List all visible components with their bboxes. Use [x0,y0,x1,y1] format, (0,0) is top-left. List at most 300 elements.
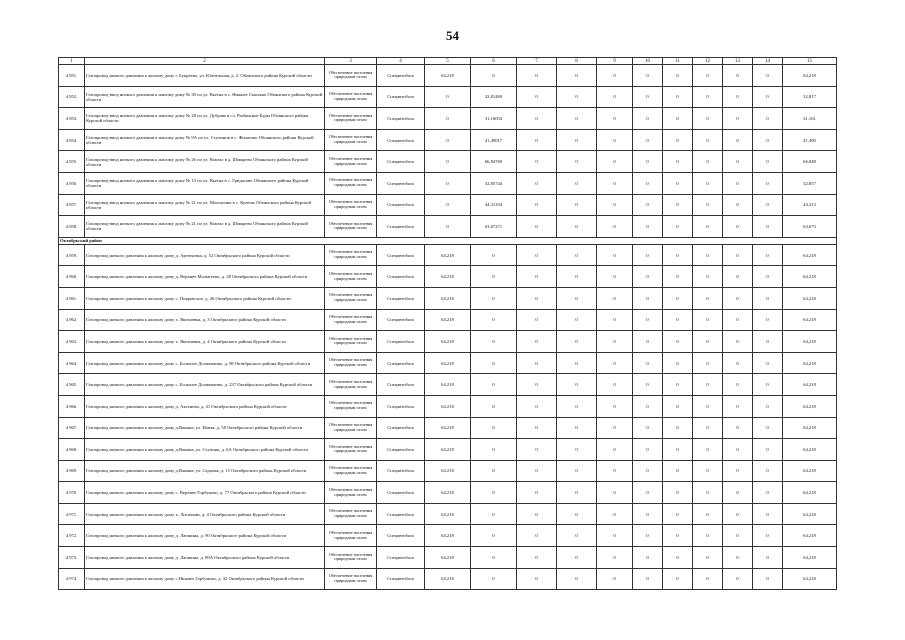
value-col-6: 0 [471,287,517,309]
value-col-6: 0 [471,568,517,590]
row-number: 4.962. [59,309,85,331]
row-number: 4.956. [59,172,85,194]
agency-cell: Спецавтобаза [377,331,425,353]
value-col-6: 0 [471,395,517,417]
row-number: 4.958. [59,216,85,238]
value-col-6: 41,49017 [471,129,517,151]
purpose-cell: Обеспечение населения природным газом [325,417,377,439]
agency-cell: Спецавтобаза [377,172,425,194]
value-col-5: 64,218 [425,65,471,87]
value-col-14: 0 [753,65,783,87]
value-col-14: 0 [753,460,783,482]
value-col-10: 0 [633,417,663,439]
row-number: 4.970. [59,482,85,504]
value-col-7: 0 [517,352,557,374]
value-col-8: 0 [557,65,597,87]
value-col-10: 0 [633,395,663,417]
value-col-14: 0 [753,352,783,374]
value-col-7: 0 [517,568,557,590]
value-col-10: 0 [633,352,663,374]
value-col-9: 0 [597,266,633,288]
value-col-9: 0 [597,374,633,396]
table-row [59,460,837,482]
value-col-9: 0 [597,287,633,309]
value-col-12: 0 [693,129,723,151]
total-cell: 63,673 [783,216,837,238]
value-col-14: 0 [753,439,783,461]
value-col-9: 0 [597,172,633,194]
value-col-14: 0 [753,568,783,590]
value-col-7: 0 [517,86,557,108]
agency-cell: Спецавтобаза [377,525,425,547]
value-col-13: 0 [723,482,753,504]
row-number: 4.972. [59,525,85,547]
value-col-7: 0 [517,108,557,130]
value-col-6: 0 [471,266,517,288]
value-col-8: 0 [557,482,597,504]
value-col-7: 0 [517,547,557,569]
value-col-5: 64,218 [425,417,471,439]
value-col-12: 0 [693,374,723,396]
value-col-14: 0 [753,194,783,216]
column-header: 8 [557,58,597,65]
value-col-10: 0 [633,194,663,216]
value-col-13: 0 [723,352,753,374]
value-col-13: 0 [723,439,753,461]
row-number: 4.973. [59,547,85,569]
value-col-8: 0 [557,547,597,569]
value-col-5: 64,218 [425,309,471,331]
value-col-5: 64,218 [425,287,471,309]
object-description: Газопровод низкого давления к жилому дому д. Лапшина, д. 90 Октябрьского района Курской области [85,525,325,547]
total-cell: 64,218 [783,287,837,309]
value-col-14: 0 [753,216,783,238]
value-col-14: 0 [753,151,783,173]
row-number: 4.960. [59,266,85,288]
row-number: 4.967. [59,417,85,439]
table-row [59,216,837,238]
value-col-5: 64,218 [425,331,471,353]
total-cell: 64,218 [783,460,837,482]
value-col-9: 0 [597,194,633,216]
agency-cell: Спецавтобаза [377,216,425,238]
object-description: Газопровод низкого давления к жилому дому с. Верхнее Горбуново, д. 77 Октябрьского района Курской области [85,482,325,504]
agency-cell: Спецавтобаза [377,108,425,130]
value-col-7: 0 [517,266,557,288]
total-cell: 41,490 [783,129,837,151]
value-col-7: 0 [517,482,557,504]
value-col-8: 0 [557,568,597,590]
table-row [59,503,837,525]
table-row [59,439,837,461]
value-col-10: 0 [633,525,663,547]
value-col-5: 64,218 [425,568,471,590]
value-col-14: 0 [753,417,783,439]
value-col-8: 0 [557,129,597,151]
purpose-cell: Обеспечение населения природным газом [325,568,377,590]
total-cell: 64,218 [783,482,837,504]
value-col-5: 64,218 [425,439,471,461]
value-col-10: 0 [633,460,663,482]
value-col-11: 0 [663,331,693,353]
value-col-12: 0 [693,287,723,309]
total-cell: 64,218 [783,568,837,590]
value-col-14: 0 [753,266,783,288]
column-header: 6 [471,58,517,65]
agency-cell: Спецавтобаза [377,374,425,396]
value-col-13: 0 [723,129,753,151]
agency-cell: Спецавтобаза [377,244,425,266]
value-col-13: 0 [723,503,753,525]
purpose-cell: Обеспечение населения природным газом [325,172,377,194]
row-number: 4.964. [59,352,85,374]
agency-cell: Спецавтобаза [377,439,425,461]
value-col-7: 0 [517,244,557,266]
value-col-11: 0 [663,266,693,288]
agency-cell: Спецавтобаза [377,86,425,108]
table-row [59,287,837,309]
value-col-9: 0 [597,568,633,590]
total-cell: 64,218 [783,65,837,87]
value-col-12: 0 [693,525,723,547]
value-col-10: 0 [633,374,663,396]
value-col-12: 0 [693,568,723,590]
agency-cell: Спецавтобаза [377,352,425,374]
object-description: Газопровод-ввод низкого давления к жилому дому № 21 по ул. Молчагина в с. Кулешь Обоянского района Курской области [85,194,325,216]
column-header: 5 [425,58,471,65]
value-col-14: 0 [753,244,783,266]
value-col-12: 0 [693,417,723,439]
value-col-12: 0 [693,503,723,525]
value-col-5: 64,218 [425,460,471,482]
purpose-cell: Обеспечение населения природным газом [325,525,377,547]
value-col-12: 0 [693,216,723,238]
value-col-6: 63,67271 [471,216,517,238]
value-col-14: 0 [753,525,783,547]
value-col-13: 0 [723,216,753,238]
column-header: 2 [85,58,325,65]
value-col-13: 0 [723,525,753,547]
value-col-14: 0 [753,309,783,331]
row-number: 4.955. [59,151,85,173]
value-col-10: 0 [633,266,663,288]
table-row [59,151,837,173]
column-header: 4 [377,58,425,65]
value-col-5: 64,218 [425,266,471,288]
purpose-cell: Обеспечение населения природным газом [325,309,377,331]
table-body [59,65,837,590]
value-col-6: 66,84769 [471,151,517,173]
value-col-11: 0 [663,482,693,504]
value-col-12: 0 [693,172,723,194]
purpose-cell: Обеспечение населения природным газом [325,266,377,288]
document-table-wrapper [58,57,836,590]
total-cell: 32,817 [783,86,837,108]
value-col-7: 0 [517,216,557,238]
object-description: Газопровод низкого давления к жилому дому х. Лисичкин, д. 4 Октябрьского района Курской области [85,503,325,525]
value-col-7: 0 [517,439,557,461]
value-col-6: 44,31254 [471,194,517,216]
row-number: 4.963. [59,331,85,353]
column-header: 13 [723,58,753,65]
value-col-8: 0 [557,503,597,525]
agency-cell: Спецавтобаза [377,151,425,173]
purpose-cell: Обеспечение населения природным газом [325,395,377,417]
table-row [59,417,837,439]
object-description: Газопровод-ввод низкого давления к жилому дому № 9А по ул. Ступинов в с. Филатово Обоянского района Курской области [85,129,325,151]
table-row [59,352,837,374]
value-col-8: 0 [557,525,597,547]
column-header: 9 [597,58,633,65]
value-col-9: 0 [597,503,633,525]
value-col-12: 0 [693,86,723,108]
value-col-11: 0 [663,194,693,216]
page-number: 54 [446,28,459,43]
value-col-9: 0 [597,331,633,353]
value-col-11: 0 [663,352,693,374]
value-col-13: 0 [723,151,753,173]
purpose-cell: Обеспечение населения природным газом [325,482,377,504]
value-col-10: 0 [633,503,663,525]
value-col-6: 32,81469 [471,86,517,108]
value-col-14: 0 [753,331,783,353]
column-header: 12 [693,58,723,65]
object-description: Газопровод низкого давления к жилому дому с. Большое Долженково, д. 237 Октябрьского района Курской области [85,374,325,396]
object-description: Газопровод-ввод низкого давления к жилому дому № 39 по ул. Вьетна в с. Нижнее Смоляно Обоянского района Курской области [85,86,325,108]
value-col-11: 0 [663,309,693,331]
value-col-9: 0 [597,86,633,108]
object-description: Газопровод-ввод низкого давления к жилому дому № 26 по ул. Вокзал в д. Шмырево Обоянского района Курской области [85,151,325,173]
object-description: Газопровод низкого давления к жилому дому х. Яковлевка, д. 4 Октябрьского района Курской области [85,331,325,353]
value-col-8: 0 [557,309,597,331]
value-col-10: 0 [633,108,663,130]
value-col-11: 0 [663,374,693,396]
value-col-13: 0 [723,568,753,590]
total-cell: 32,857 [783,172,837,194]
value-col-11: 0 [663,568,693,590]
value-col-10: 0 [633,439,663,461]
row-number: 4.968. [59,439,85,461]
total-cell: 64,218 [783,395,837,417]
object-description: Газопровод-ввод низкого давления к жилому дому № 21 по ул. Вокзал в д. Шмырево Обоянского района Курской области [85,216,325,238]
value-col-11: 0 [663,287,693,309]
row-number: 4.952. [59,86,85,108]
value-col-13: 0 [723,309,753,331]
value-col-6: 32,85744 [471,172,517,194]
object-description: Газопровод низкого давления к жилому дому д. Аксенова, д. 41 Октябрьского района Курской области [85,395,325,417]
value-col-13: 0 [723,244,753,266]
value-col-8: 0 [557,151,597,173]
agency-cell: Спецавтобаза [377,547,425,569]
value-col-13: 0 [723,331,753,353]
object-description: Газопровод низкого давления к жилому дому д.Ванина, ул. Садовая, д. 15 Октябрьского района Курской области [85,460,325,482]
value-col-9: 0 [597,525,633,547]
value-col-7: 0 [517,65,557,87]
total-cell: 64,218 [783,503,837,525]
agency-cell: Спецавтобаза [377,194,425,216]
purpose-cell: Обеспечение населения природным газом [325,374,377,396]
purpose-cell: Обеспечение населения природным газом [325,460,377,482]
value-col-13: 0 [723,417,753,439]
table-row [59,309,837,331]
table-row [59,65,837,87]
agency-cell: Спецавтобаза [377,482,425,504]
purpose-cell: Обеспечение населения природным газом [325,65,377,87]
value-col-7: 0 [517,287,557,309]
value-col-9: 0 [597,151,633,173]
value-col-14: 0 [753,86,783,108]
total-cell: 64,218 [783,439,837,461]
value-col-7: 0 [517,395,557,417]
purpose-cell: Обеспечение населения природным газом [325,331,377,353]
value-col-6: 0 [471,352,517,374]
value-col-12: 0 [693,194,723,216]
value-col-11: 0 [663,439,693,461]
gas-pipeline-table [58,57,837,590]
value-col-10: 0 [633,287,663,309]
value-col-8: 0 [557,266,597,288]
value-col-11: 0 [663,216,693,238]
purpose-cell: Обеспечение населения природным газом [325,151,377,173]
value-col-11: 0 [663,151,693,173]
purpose-cell: Обеспечение населения природным газом [325,352,377,374]
header-row [59,58,837,65]
table-row [59,547,837,569]
total-cell: 64,218 [783,309,837,331]
value-col-14: 0 [753,395,783,417]
value-col-6: 31,16054 [471,108,517,130]
value-col-6: 0 [471,331,517,353]
value-col-5: 64,218 [425,352,471,374]
purpose-cell: Обеспечение населения природным газом [325,547,377,569]
purpose-cell: Обеспечение населения природным газом [325,129,377,151]
total-cell: 64,218 [783,525,837,547]
value-col-7: 0 [517,151,557,173]
value-col-13: 0 [723,287,753,309]
value-col-8: 0 [557,108,597,130]
value-col-7: 0 [517,194,557,216]
value-col-10: 0 [633,309,663,331]
value-col-5: 0 [425,172,471,194]
table-row [59,568,837,590]
value-col-10: 0 [633,331,663,353]
value-col-8: 0 [557,331,597,353]
column-header: 3 [325,58,377,65]
value-col-9: 0 [597,244,633,266]
value-col-8: 0 [557,374,597,396]
value-col-9: 0 [597,65,633,87]
purpose-cell: Обеспечение населения природным газом [325,216,377,238]
value-col-7: 0 [517,503,557,525]
agency-cell: Спецавтобаза [377,287,425,309]
agency-cell: Спецавтобаза [377,129,425,151]
row-number: 4.974. [59,568,85,590]
column-header: 14 [753,58,783,65]
value-col-8: 0 [557,439,597,461]
value-col-12: 0 [693,460,723,482]
object-description: Газопровод низкого давления к жилому дому с. Большое Долженково, д. 98 Октябрьского района Курской области [85,352,325,374]
value-col-10: 0 [633,244,663,266]
object-description: Газопровод-ввод низкого давления к жилому дому № 28 по ул. Дубрава в сл. Рыбинские Буды Обоянского района Курской области [85,108,325,130]
value-col-6: 0 [471,65,517,87]
value-col-6: 0 [471,503,517,525]
value-col-12: 0 [693,244,723,266]
value-col-12: 0 [693,266,723,288]
value-col-12: 0 [693,331,723,353]
value-col-11: 0 [663,525,693,547]
value-col-9: 0 [597,352,633,374]
value-col-13: 0 [723,395,753,417]
value-col-8: 0 [557,287,597,309]
value-col-11: 0 [663,108,693,130]
table-row [59,172,837,194]
value-col-5: 64,218 [425,525,471,547]
value-col-7: 0 [517,172,557,194]
value-col-14: 0 [753,287,783,309]
value-col-10: 0 [633,172,663,194]
value-col-11: 0 [663,417,693,439]
value-col-11: 0 [663,460,693,482]
value-col-10: 0 [633,547,663,569]
value-col-14: 0 [753,108,783,130]
value-col-9: 0 [597,108,633,130]
column-header: 15 [783,58,837,65]
value-col-6: 0 [471,374,517,396]
total-cell: 64,218 [783,266,837,288]
table-row [59,86,837,108]
object-description: Газопровод низкого давления к жилому дому д.Ванина, ул. Новая, д. 58 Октябрьского района Курской области [85,417,325,439]
agency-cell: Спецавтобаза [377,395,425,417]
value-col-12: 0 [693,395,723,417]
value-col-7: 0 [517,525,557,547]
value-col-11: 0 [663,395,693,417]
object-description: Газопровод низкого давления к жилому дому д. Артюховка, д. 52 Октябрьского района Курской области [85,244,325,266]
purpose-cell: Обеспечение населения природным газом [325,503,377,525]
value-col-10: 0 [633,151,663,173]
table-row [59,194,837,216]
value-col-6: 0 [471,309,517,331]
value-col-14: 0 [753,172,783,194]
value-col-11: 0 [663,244,693,266]
value-col-13: 0 [723,65,753,87]
purpose-cell: Обеспечение населения природным газом [325,287,377,309]
value-col-5: 64,218 [425,395,471,417]
object-description: Газопровод низкого давления к жилому дому с. Покровское, д. 26 Октябрьского района Курской области [85,287,325,309]
value-col-6: 0 [471,525,517,547]
value-col-13: 0 [723,172,753,194]
value-col-9: 0 [597,129,633,151]
value-col-11: 0 [663,172,693,194]
row-number: 4.959. [59,244,85,266]
value-col-6: 0 [471,460,517,482]
value-col-7: 0 [517,374,557,396]
value-col-13: 0 [723,266,753,288]
agency-cell: Спецавтобаза [377,65,425,87]
object-description: Газопровод низкого давления к жилому дому г. Букреево, ул. Южзельная, д. 2. Обоянского района Курской области [85,65,325,87]
object-description: Газопровод низкого давления к жилому дому д. Лапшина, д. 89А Октябрьского района Курской области [85,547,325,569]
value-col-11: 0 [663,503,693,525]
value-col-13: 0 [723,547,753,569]
total-cell: 31,161 [783,108,837,130]
table-row [59,374,837,396]
value-col-8: 0 [557,172,597,194]
row-number: 4.957. [59,194,85,216]
purpose-cell: Обеспечение населения природным газом [325,194,377,216]
row-number: 4.951. [59,65,85,87]
total-cell: 64,218 [783,547,837,569]
value-col-14: 0 [753,503,783,525]
value-col-14: 0 [753,374,783,396]
